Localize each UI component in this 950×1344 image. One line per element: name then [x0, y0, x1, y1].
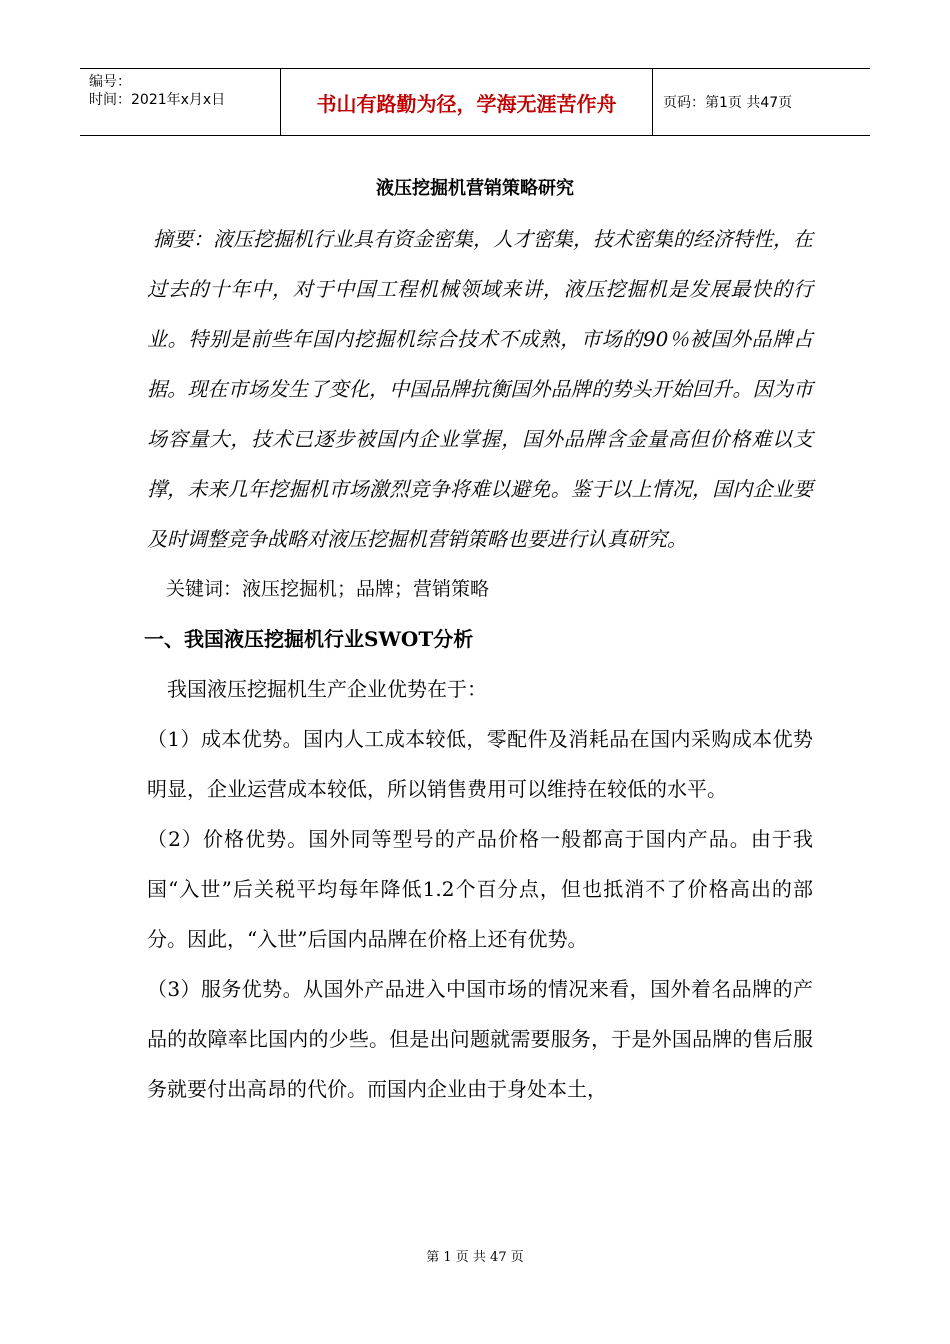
- point-3-paragraph: （3）服务优势。从国外产品进入中国市场的情况来看，国外着名品牌的产品的故障率比国内的少些。但是出问题就需要服务，于是外国品牌的售后服务就要付出高昂的代价。而国内企业由于身处本土，: [147, 977, 813, 1101]
- header-info-cell: [80, 69, 281, 135]
- number-label: 编号：: [89, 74, 131, 90]
- date-label: 时间：2021年x月x日: [89, 92, 226, 108]
- abstract-paragraph: 摘要：液压挖掘机行业具有资金密集，人才密集，技术密集的经济特性，在过去的十年中，对于中国工程机械领域来讲，液压挖掘机是发展最快的行业。特别是前些年国内挖掘机综合技术不成熟，市场的90％被国外品牌占据。现在市场发生了变化，中国品牌抗衡国外品牌的势头开始回升。因为市场容量大，技术已逐步被国内企业掌握，国外品牌含金量高但价格难以支撑，未来几年挖掘机市场激烈竞争将难以避免。鉴于以上情况，国内企业要及时调整竞争战略对液压挖掘机营销策略也要进行认真研究。: [147, 227, 813, 551]
- point-1-paragraph: （1）成本优势。国内人工成本较低，零配件及消耗品在国内采购成本优势明显，企业运营成本较低，所以销售费用可以维持在较低的水平。: [147, 727, 813, 801]
- keywords-line: 关键词：液压挖掘机；品牌；营销策略: [166, 578, 490, 600]
- header-page-info: 页码：第1页 共47页: [663, 95, 793, 111]
- document-body: [144, 214, 813, 1114]
- header-motto: 书山有路勤为径，学海无涯苦作舟: [281, 69, 653, 135]
- section-heading: 一、我国液压挖掘机行业SWOT分析: [144, 627, 474, 651]
- point-2-paragraph: （2）价格优势。国外同等型号的产品价格一般都高于国内产品。由于我国“入世”后关税平均每年降低1.2个百分点，但也抵消不了价格高出的部分。因此，“入世”后国内品牌在价格上还有优势。: [147, 827, 813, 951]
- intro-paragraph: 我国液压挖掘机生产企业优势在于：: [167, 677, 487, 701]
- page-footer: 第 1 页 共 47 页: [426, 1250, 524, 1265]
- document-title: 液压挖掘机营销策略研究: [376, 178, 574, 199]
- page-header: [80, 68, 870, 136]
